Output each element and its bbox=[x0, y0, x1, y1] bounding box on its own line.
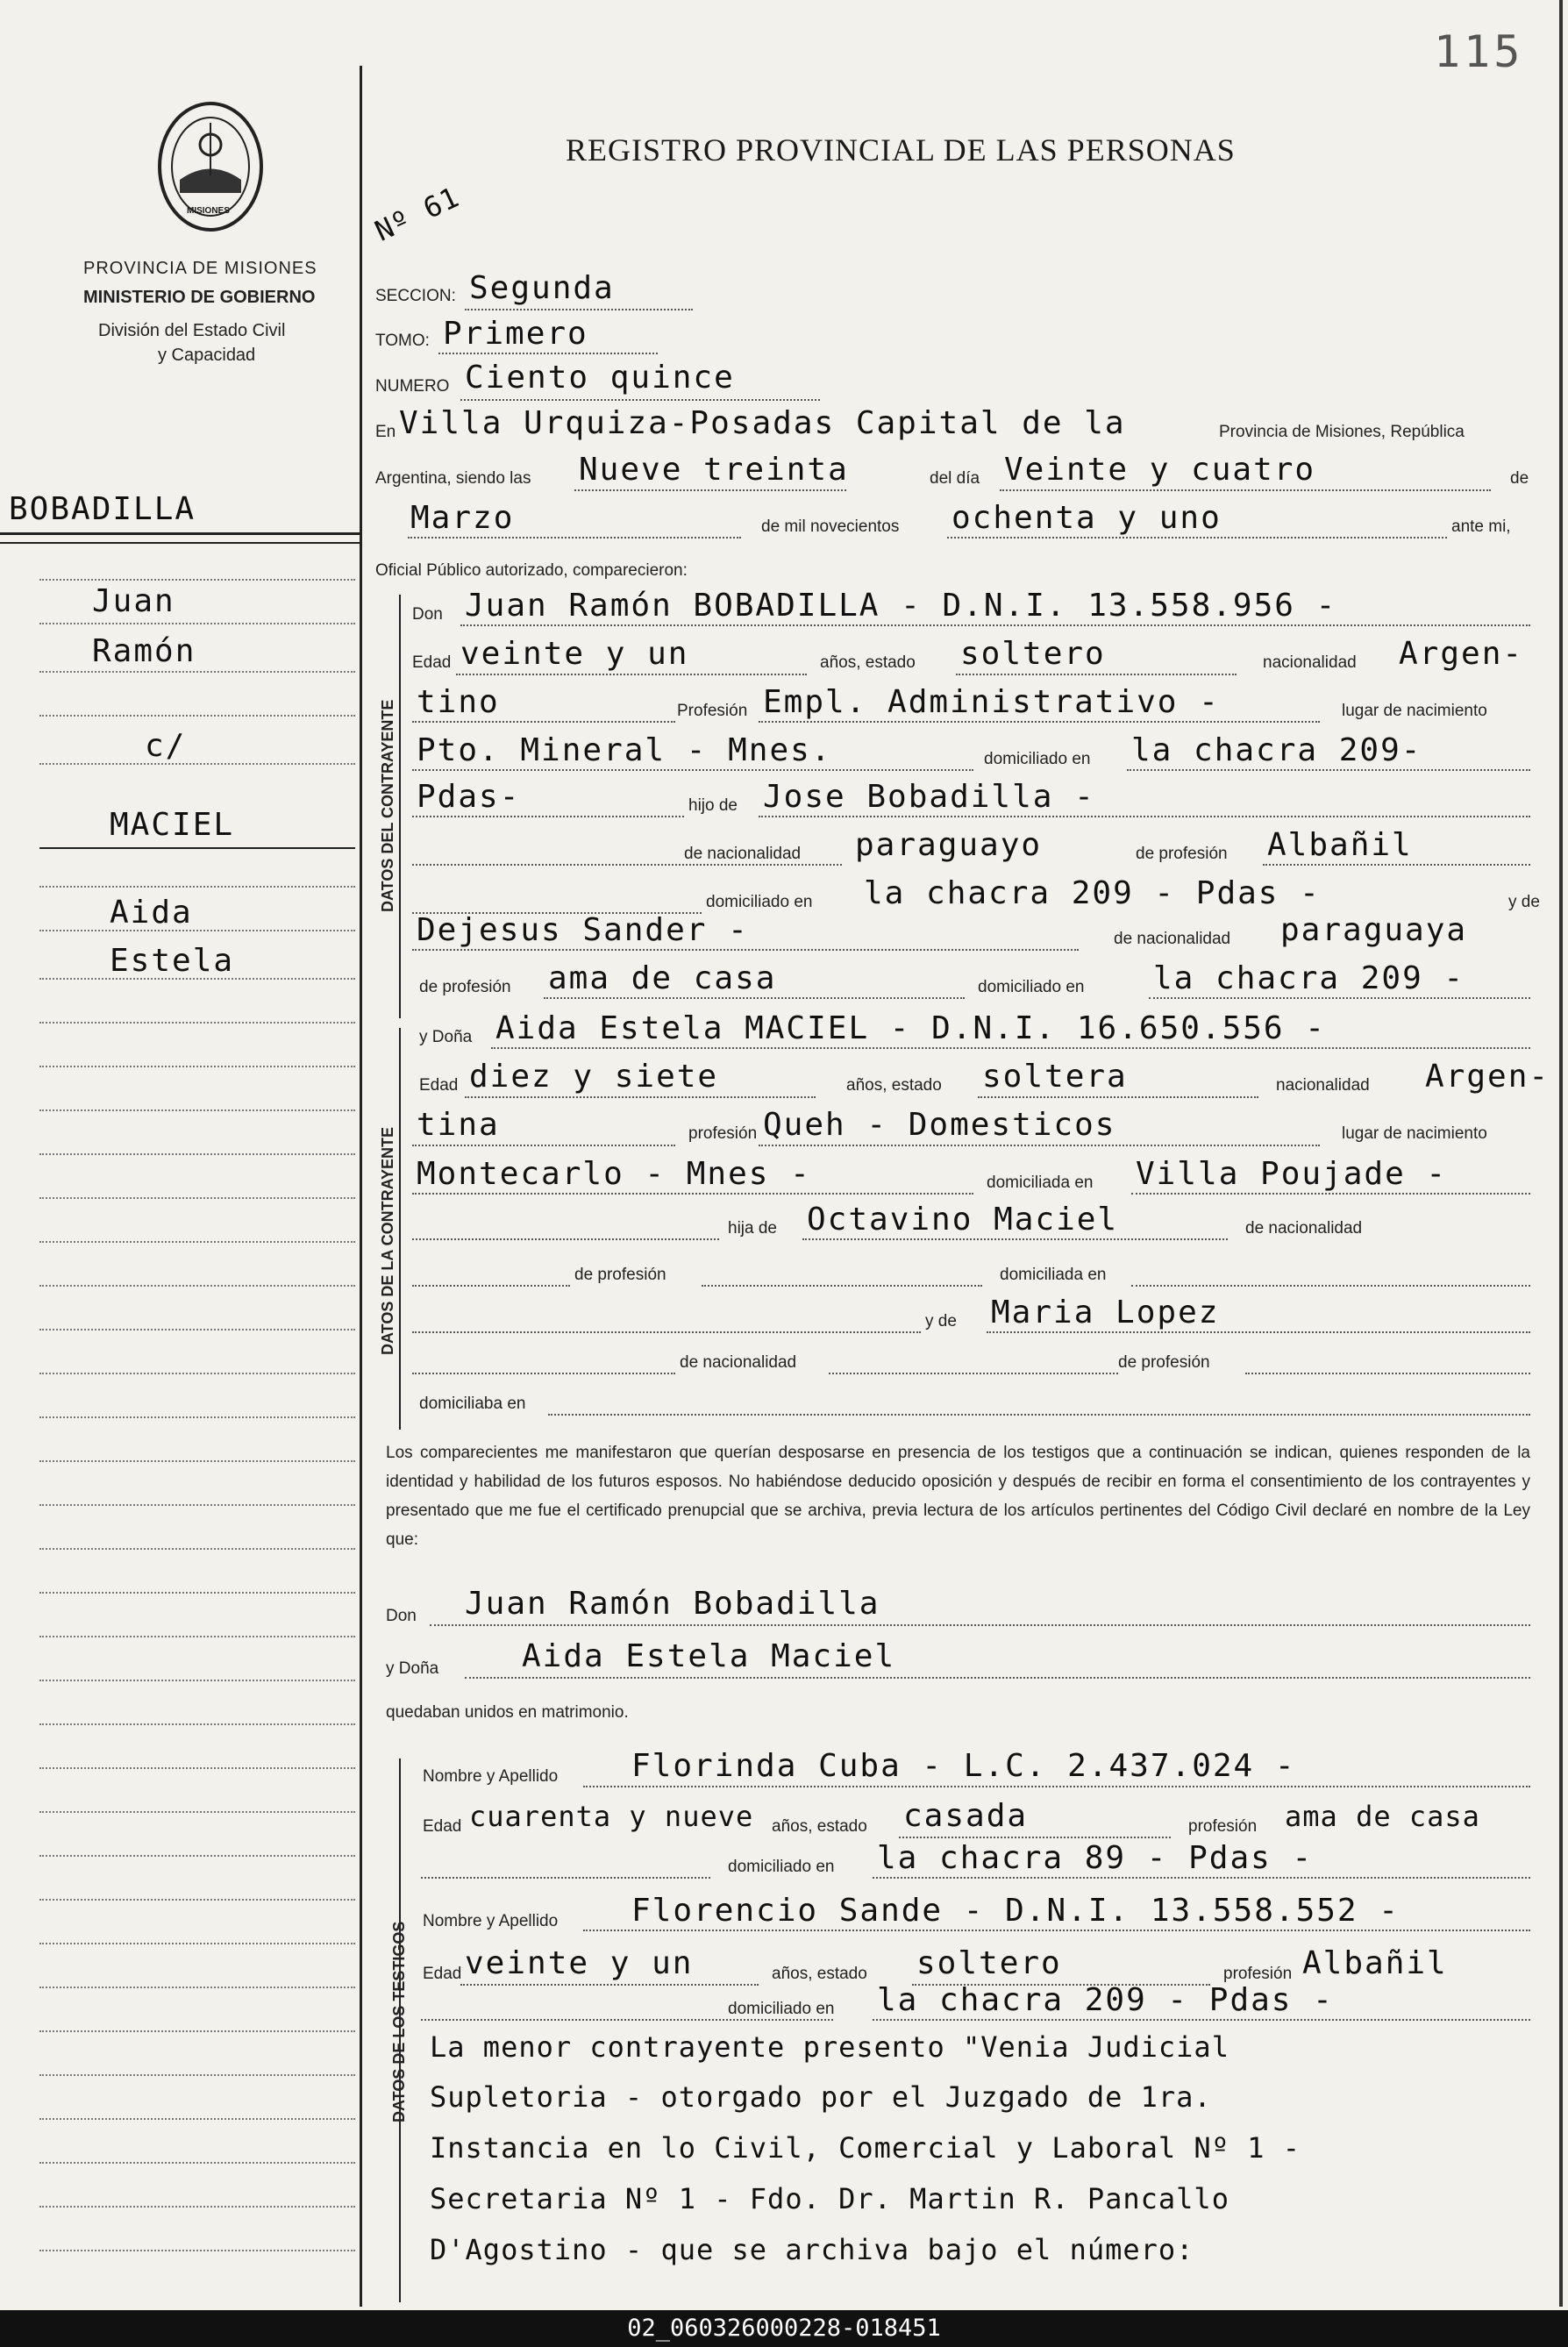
field-line bbox=[1131, 1285, 1530, 1287]
field-line bbox=[829, 1373, 1118, 1374]
field-line bbox=[802, 1238, 1228, 1240]
field-line bbox=[465, 309, 693, 310]
c1-madre: Dejesus Sander - bbox=[417, 912, 749, 948]
margin-line bbox=[39, 1548, 355, 1550]
t2-edad: veinte y un bbox=[465, 1945, 694, 1981]
c2-madre: Maria Lopez bbox=[991, 1295, 1220, 1330]
label-de-profesion: de profesión bbox=[1118, 1353, 1210, 1372]
margin-line bbox=[39, 623, 355, 624]
seal-text: MISIONES bbox=[187, 206, 230, 216]
label-tomo: TOMO: bbox=[375, 332, 430, 350]
footer-id-bar: 02_060326000228-018451 bbox=[0, 2310, 1568, 2347]
label-edad: Edad bbox=[423, 1817, 462, 1836]
margin-line bbox=[39, 1197, 355, 1199]
division-line-2: y Capacidad bbox=[158, 346, 256, 365]
page-number: 115 bbox=[1434, 26, 1524, 77]
section-bracket bbox=[399, 595, 401, 1018]
margin-name-1a: Juan bbox=[92, 583, 175, 619]
c2-nombre: Aida Estela MACIEL - D.N.I. 16.650.556 - bbox=[495, 1010, 1326, 1046]
field-line bbox=[456, 674, 807, 675]
label-nombre-apellido: Nombre y Apellido bbox=[423, 1912, 559, 1930]
label-de-nacionalidad: de nacionalidad bbox=[1245, 1219, 1363, 1238]
t2-nombre: Florencio Sande - D.N.I. 13.558.552 - bbox=[631, 1893, 1400, 1929]
margin-rule bbox=[0, 542, 360, 544]
c1-padre-prof: Albañil bbox=[1267, 827, 1413, 863]
section-label-contrayente: DATOS DEL CONTRAYENTE bbox=[379, 699, 396, 912]
field-line bbox=[465, 1096, 816, 1098]
c2-lugar: Montecarlo - Mnes - bbox=[417, 1156, 811, 1192]
label-domiciliado-en: domiciliado en bbox=[728, 1858, 835, 1876]
value-mes: Marzo bbox=[410, 500, 515, 536]
c1-padre-dom: la chacra 209 - Pdas - bbox=[864, 875, 1321, 911]
label-ante-mi: ante mi, bbox=[1451, 517, 1511, 536]
label-de-profesion: de profesión bbox=[419, 978, 511, 996]
c2-estado: soltera bbox=[982, 1059, 1128, 1095]
label-y-dona: y Doña bbox=[386, 1659, 439, 1678]
margin-name-2a: Aida bbox=[110, 895, 193, 931]
c2-edad: diez y siete bbox=[469, 1059, 719, 1095]
label-numero: NUMERO bbox=[375, 377, 450, 396]
label-de-nacionalidad: de nacionalidad bbox=[684, 845, 802, 863]
field-line bbox=[583, 1786, 1530, 1787]
margin-line bbox=[39, 1987, 355, 1988]
label-anos-estado: años, estado bbox=[772, 1965, 867, 1983]
c2-nac-1: Argen- bbox=[1425, 1059, 1550, 1095]
field-line bbox=[412, 1145, 675, 1146]
label-quedaban: quedaban unidos en matrimonio. bbox=[386, 1703, 629, 1722]
c2-profesion: Queh - Domesticos bbox=[763, 1107, 1116, 1143]
field-line bbox=[873, 2019, 1530, 2021]
field-line bbox=[412, 1331, 921, 1333]
margin-line bbox=[39, 715, 355, 717]
c1-profesion: Empl. Administrativo - bbox=[763, 684, 1220, 720]
margin-line bbox=[39, 1109, 355, 1111]
c1-lugar: Pto. Mineral - Mnes. bbox=[417, 732, 832, 768]
c1-padre-nac: paraguayo bbox=[855, 827, 1043, 863]
label-domiciliado-en: domiciliado en bbox=[706, 893, 813, 911]
margin-line bbox=[39, 1680, 355, 1681]
field-line bbox=[412, 1238, 719, 1240]
field-line bbox=[412, 949, 1079, 951]
field-line bbox=[412, 816, 684, 817]
field-line bbox=[873, 1877, 1530, 1879]
value-numero: Ciento quince bbox=[465, 360, 735, 396]
field-line bbox=[1000, 489, 1491, 491]
margin-line bbox=[39, 2162, 355, 2164]
margin-surname-2: MACIEL bbox=[110, 807, 235, 843]
label-lugar-nacimiento: lugar de nacimiento bbox=[1342, 702, 1487, 720]
field-line bbox=[421, 2019, 833, 2021]
label-edad: Edad bbox=[423, 1965, 462, 1983]
section-label-la-contrayente: DATOS DE LA CONTRAYENTE bbox=[379, 1126, 396, 1355]
value-seccion: Segunda bbox=[469, 270, 615, 306]
margin-line bbox=[39, 2118, 355, 2120]
note-line-4: Secretaria Nº 1 - Fdo. Dr. Martin R. Pancallo bbox=[430, 2182, 1229, 2215]
note-line-5: D'Agostino - que se archiva bajo el número: bbox=[430, 2233, 1194, 2266]
margin-line bbox=[39, 1066, 355, 1067]
label-domiciliada-en: domiciliada en bbox=[1000, 1266, 1107, 1284]
label-y-de: y de bbox=[925, 1312, 957, 1330]
field-line bbox=[544, 997, 965, 999]
margin-line bbox=[39, 1855, 355, 1857]
field-line bbox=[412, 1193, 973, 1195]
c2-domicilio: Villa Poujade - bbox=[1136, 1156, 1448, 1192]
section-bracket bbox=[399, 1028, 401, 1430]
label-de-profesion: de profesión bbox=[1136, 845, 1228, 863]
c1-nombre: Juan Ramón BOBADILLA - D.N.I. 13.558.956 - bbox=[465, 588, 1337, 624]
label-de-nacionalidad: de nacionalidad bbox=[680, 1353, 797, 1372]
margin-line bbox=[39, 1285, 355, 1287]
label-en: En bbox=[375, 423, 396, 441]
margin-line bbox=[39, 1153, 355, 1155]
margin-line bbox=[39, 2030, 355, 2032]
field-line bbox=[899, 1837, 1171, 1838]
c1-edad: veinte y un bbox=[460, 636, 689, 672]
margin-line bbox=[39, 886, 355, 888]
field-line bbox=[1131, 1193, 1530, 1195]
c1-dom-2: Pdas- bbox=[417, 779, 521, 815]
note-line-3: Instancia en lo Civil, Comercial y Laboral Nº 1 - bbox=[430, 2131, 1301, 2165]
page-title: REGISTRO PROVINCIAL DE LAS PERSONAS bbox=[566, 132, 1236, 168]
label-nacionalidad: nacionalidad bbox=[1263, 653, 1357, 672]
margin-name-1b: Ramón bbox=[92, 633, 196, 669]
label-del-dia: del día bbox=[930, 469, 980, 488]
c1-estado: soltero bbox=[960, 636, 1106, 672]
c1-nac-1: Argen- bbox=[1399, 636, 1524, 672]
c2-nac-2: tina bbox=[417, 1107, 500, 1143]
declaration-paragraph: Los comparecientes me manifestaron que querían desposarse en presencia de los testigos que a continuación se indican, quienes responden de la identidad y habilidad de los futuros esposos. No habiéndose deducido oposición y después de recibir en forma el consentimiento de los contrayentes y presentado que me fue el certificado prenupcial que se archiva, previa lectura de los artículos pertinentes del Código Civil declaré en nombre de la Ley que: bbox=[386, 1444, 1530, 1549]
field-line bbox=[460, 1984, 759, 1986]
label-de-profesion: de profesión bbox=[574, 1266, 666, 1284]
field-line bbox=[460, 624, 1530, 626]
label-profesion: profesión bbox=[1188, 1817, 1258, 1836]
t2-estado: soltero bbox=[916, 1945, 1062, 1981]
field-line bbox=[1263, 864, 1530, 866]
field-line bbox=[491, 1047, 1530, 1049]
field-line bbox=[412, 769, 973, 771]
note-line-1: La menor contrayente presento "Venia Judicial bbox=[430, 2030, 1229, 2064]
value-dia: Veinte y cuatro bbox=[1004, 452, 1316, 488]
t1-prof: ama de casa bbox=[1285, 1800, 1480, 1833]
field-line bbox=[987, 1331, 1530, 1333]
margin-rule bbox=[39, 847, 355, 849]
margin-line bbox=[39, 1504, 355, 1506]
field-line bbox=[412, 1373, 675, 1374]
label-de: de bbox=[1510, 469, 1529, 488]
margin-line bbox=[39, 978, 355, 980]
field-line bbox=[1149, 997, 1530, 999]
field-line bbox=[759, 816, 1530, 817]
margin-line bbox=[39, 1899, 355, 1901]
field-line bbox=[421, 1877, 710, 1879]
field-line bbox=[412, 1285, 570, 1287]
margin-line bbox=[39, 1241, 355, 1243]
label-seccion: SECCION: bbox=[375, 287, 456, 305]
margin-line bbox=[39, 1373, 355, 1374]
label-don: Don bbox=[412, 605, 443, 624]
margin-line bbox=[39, 579, 355, 581]
label-hija-de: hija de bbox=[728, 1219, 777, 1238]
label-argentina: Argentina, siendo las bbox=[375, 469, 531, 488]
field-line bbox=[947, 537, 1447, 539]
margin-line bbox=[39, 2250, 355, 2251]
c1-madre-prof: ama de casa bbox=[548, 960, 777, 996]
margin-line bbox=[39, 2206, 355, 2208]
field-line bbox=[956, 674, 1237, 675]
c1-domicilio: la chacra 209- bbox=[1131, 732, 1422, 768]
t2-prof: Albañil bbox=[1302, 1945, 1448, 1981]
province-name: PROVINCIA DE MISIONES bbox=[83, 259, 317, 278]
label-profesion: profesión bbox=[1223, 1965, 1293, 1983]
margin-line bbox=[39, 930, 355, 931]
margin-divider bbox=[360, 66, 362, 2307]
c1-madre-dom: la chacra 209 - bbox=[1153, 960, 1465, 996]
margin-line bbox=[39, 1460, 355, 1462]
field-line bbox=[759, 721, 1320, 723]
margin-line bbox=[39, 1636, 355, 1637]
margin-rule bbox=[0, 532, 360, 535]
decl-don: Juan Ramón Bobadilla bbox=[465, 1586, 880, 1622]
c1-padre: Jose Bobadilla - bbox=[763, 779, 1095, 815]
margin-joiner: c/ bbox=[145, 728, 187, 764]
value-ano: ochenta y uno bbox=[951, 500, 1222, 536]
label-nombre-apellido: Nombre y Apellido bbox=[423, 1767, 559, 1786]
ministry-name: MINISTERIO DE GOBIERNO bbox=[83, 288, 316, 307]
provincial-seal bbox=[153, 96, 267, 246]
value-tomo: Primero bbox=[443, 316, 588, 352]
c1-nac-2: tino bbox=[417, 684, 500, 720]
field-line bbox=[412, 864, 842, 866]
field-line bbox=[1127, 769, 1530, 771]
label-provincia: Provincia de Misiones, República bbox=[1219, 423, 1465, 441]
margin-line bbox=[39, 2074, 355, 2076]
c1-madre-nac: paraguaya bbox=[1280, 912, 1468, 948]
t2-dom: la chacra 209 - Pdas - bbox=[877, 1982, 1334, 2018]
value-hora: Nueve treinta bbox=[579, 452, 849, 488]
label-domiciliado-en: domiciliado en bbox=[728, 2000, 835, 2018]
margin-line bbox=[39, 1329, 355, 1330]
page-edge bbox=[1559, 0, 1563, 2307]
margin-line bbox=[39, 1022, 355, 1024]
label-domiciliaba: domiciliaba en bbox=[419, 1395, 526, 1413]
margin-line bbox=[39, 1811, 355, 1813]
field-line bbox=[583, 1930, 1530, 1931]
field-line bbox=[465, 1677, 1530, 1679]
label-de-nacionalidad: de nacionalidad bbox=[1114, 930, 1231, 948]
margin-note: Nº 61 bbox=[369, 180, 465, 248]
field-line bbox=[460, 399, 820, 401]
label-de-mil: de mil novecientos bbox=[761, 517, 900, 536]
field-line bbox=[702, 1285, 982, 1287]
label-hijo-de: hijo de bbox=[688, 796, 738, 815]
label-edad: Edad bbox=[412, 653, 452, 672]
label-lugar-nacimiento: lugar de nacimiento bbox=[1342, 1124, 1487, 1143]
decl-dona: Aida Estela Maciel bbox=[522, 1638, 896, 1674]
margin-line bbox=[39, 1592, 355, 1594]
margin-surname-1: BOBADILLA bbox=[9, 491, 196, 527]
field-line bbox=[759, 1145, 1320, 1146]
section-label-testigos: DATOS DE LOS TESTIGOS bbox=[390, 1921, 408, 2122]
label-domiciliado: domiciliado en bbox=[984, 750, 1091, 768]
field-line bbox=[978, 1096, 1258, 1098]
label-profesion: profesión bbox=[688, 1124, 758, 1143]
label-edad: Edad bbox=[419, 1076, 459, 1095]
t1-estado: casada bbox=[903, 1798, 1029, 1834]
margin-line bbox=[39, 1416, 355, 1418]
field-line bbox=[412, 721, 675, 723]
label-domiciliado-en: domiciliado en bbox=[978, 978, 1085, 996]
label-oficial: Oficial Público autorizado, comparecieron: bbox=[375, 561, 688, 580]
field-line bbox=[438, 353, 658, 354]
t1-edad: cuarenta y nueve bbox=[469, 1800, 754, 1833]
margin-line bbox=[39, 1767, 355, 1769]
label-y-de: y de bbox=[1508, 893, 1540, 911]
margin-line bbox=[39, 1943, 355, 1944]
label-anos-estado: años, estado bbox=[820, 653, 916, 672]
t1-dom: la chacra 89 - Pdas - bbox=[877, 1840, 1314, 1876]
label-don: Don bbox=[386, 1607, 417, 1625]
margin-line bbox=[39, 671, 355, 673]
field-line bbox=[574, 489, 846, 491]
label-anos-estado: años, estado bbox=[846, 1076, 942, 1095]
label-y-dona: y Doña bbox=[419, 1028, 473, 1046]
c2-padre: Octavino Maciel bbox=[807, 1202, 1119, 1238]
field-line bbox=[1245, 1373, 1530, 1374]
value-lugar: Villa Urquiza-Posadas Capital de la bbox=[399, 405, 1126, 441]
seal-icon bbox=[153, 96, 267, 246]
label-nacionalidad: nacionalidad bbox=[1276, 1076, 1370, 1095]
t1-nombre: Florinda Cuba - L.C. 2.437.024 - bbox=[631, 1748, 1296, 1784]
field-line bbox=[430, 1624, 1530, 1626]
margin-line bbox=[39, 1723, 355, 1725]
field-line bbox=[548, 1414, 1530, 1416]
margin-name-2b: Estela bbox=[110, 943, 235, 979]
label-domiciliada: domiciliada en bbox=[987, 1174, 1094, 1192]
margin-line bbox=[39, 763, 355, 765]
label-anos-estado: años, estado bbox=[772, 1817, 867, 1836]
field-line bbox=[408, 537, 741, 539]
label-profesion: Profesión bbox=[677, 702, 748, 720]
note-line-2: Supletoria - otorgado por el Juzgado de 1ra. bbox=[430, 2080, 1212, 2114]
division-line-1: División del Estado Civil bbox=[98, 321, 286, 340]
